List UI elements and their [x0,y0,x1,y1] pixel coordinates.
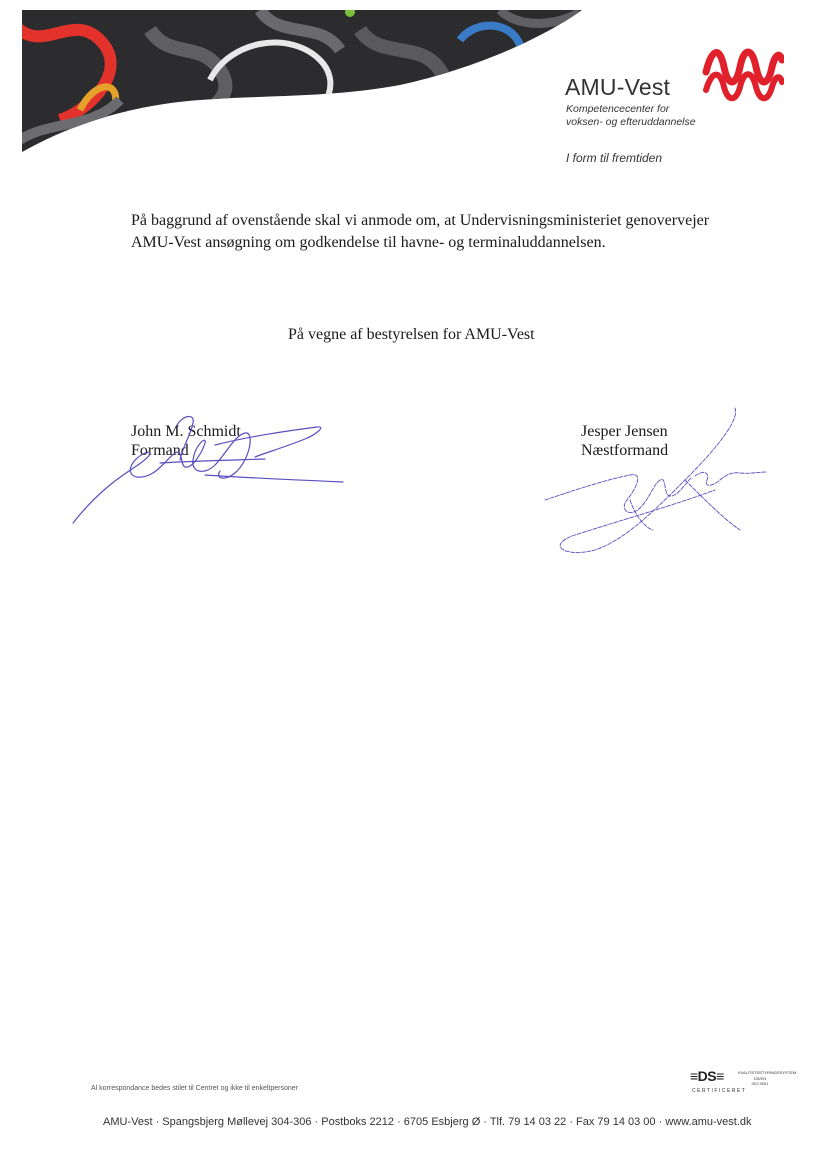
signatory-name: Jesper Jensen [581,423,668,440]
header-artwork [0,0,600,160]
logo-subtitle-line2: voksen- og efteruddannelse [566,115,696,128]
footer-correspondence-note: Al korrespondance bedes stilet til Centret og ikke til enkeltpersoner [91,1085,298,1092]
signatory-chairman [131,422,241,460]
cert-line1: KVALITETSSTYRINGSSYSTEM [738,1070,797,1075]
tagline: I form til fremtiden [566,151,663,165]
footer-address: AMU-Vest · Spangsbjerg Møllevej 304-306 · Postboks 2212 · 6705 Esbjerg Ø · Tlf. 79 14 03 22 · Fax 79 14 03 00 · www.amu-vest.dk [103,1116,752,1128]
cert-mark: DS [697,1068,717,1084]
cert-iso-box [738,1070,797,1087]
logo-subtitle [566,103,766,128]
signatory-vice-chairman [581,422,668,460]
logo-subtitle-line1: Kompetencecenter for [566,103,670,115]
body-paragraph: På baggrund af ovenstående skal vi anmode om, at Undervisningsministeriet genovervejer AMU-Vest ansøgning om godkendelse til havne- og terminaluddannelsen. [131,212,710,251]
signatory-title: Formand [131,442,189,459]
logo-wordmark: AMU-Vest [565,74,671,100]
ds-logo-icon: ≡DS≡ [690,1068,724,1084]
ds-certification-badge [690,1068,797,1098]
amu-vest-logo [560,42,800,132]
logo-waves-icon [702,42,784,102]
regards-line: På vegne af bestyrelsen for AMU-Vest [288,326,535,343]
cert-line2: DS/EN [753,1075,767,1081]
signatory-title: Næstformand [581,442,669,459]
cert-word: CERTIFICERET [692,1088,747,1094]
signatory-name: John M. Schmidt [131,423,241,440]
cert-line3: ISO 9001 [751,1081,769,1086]
